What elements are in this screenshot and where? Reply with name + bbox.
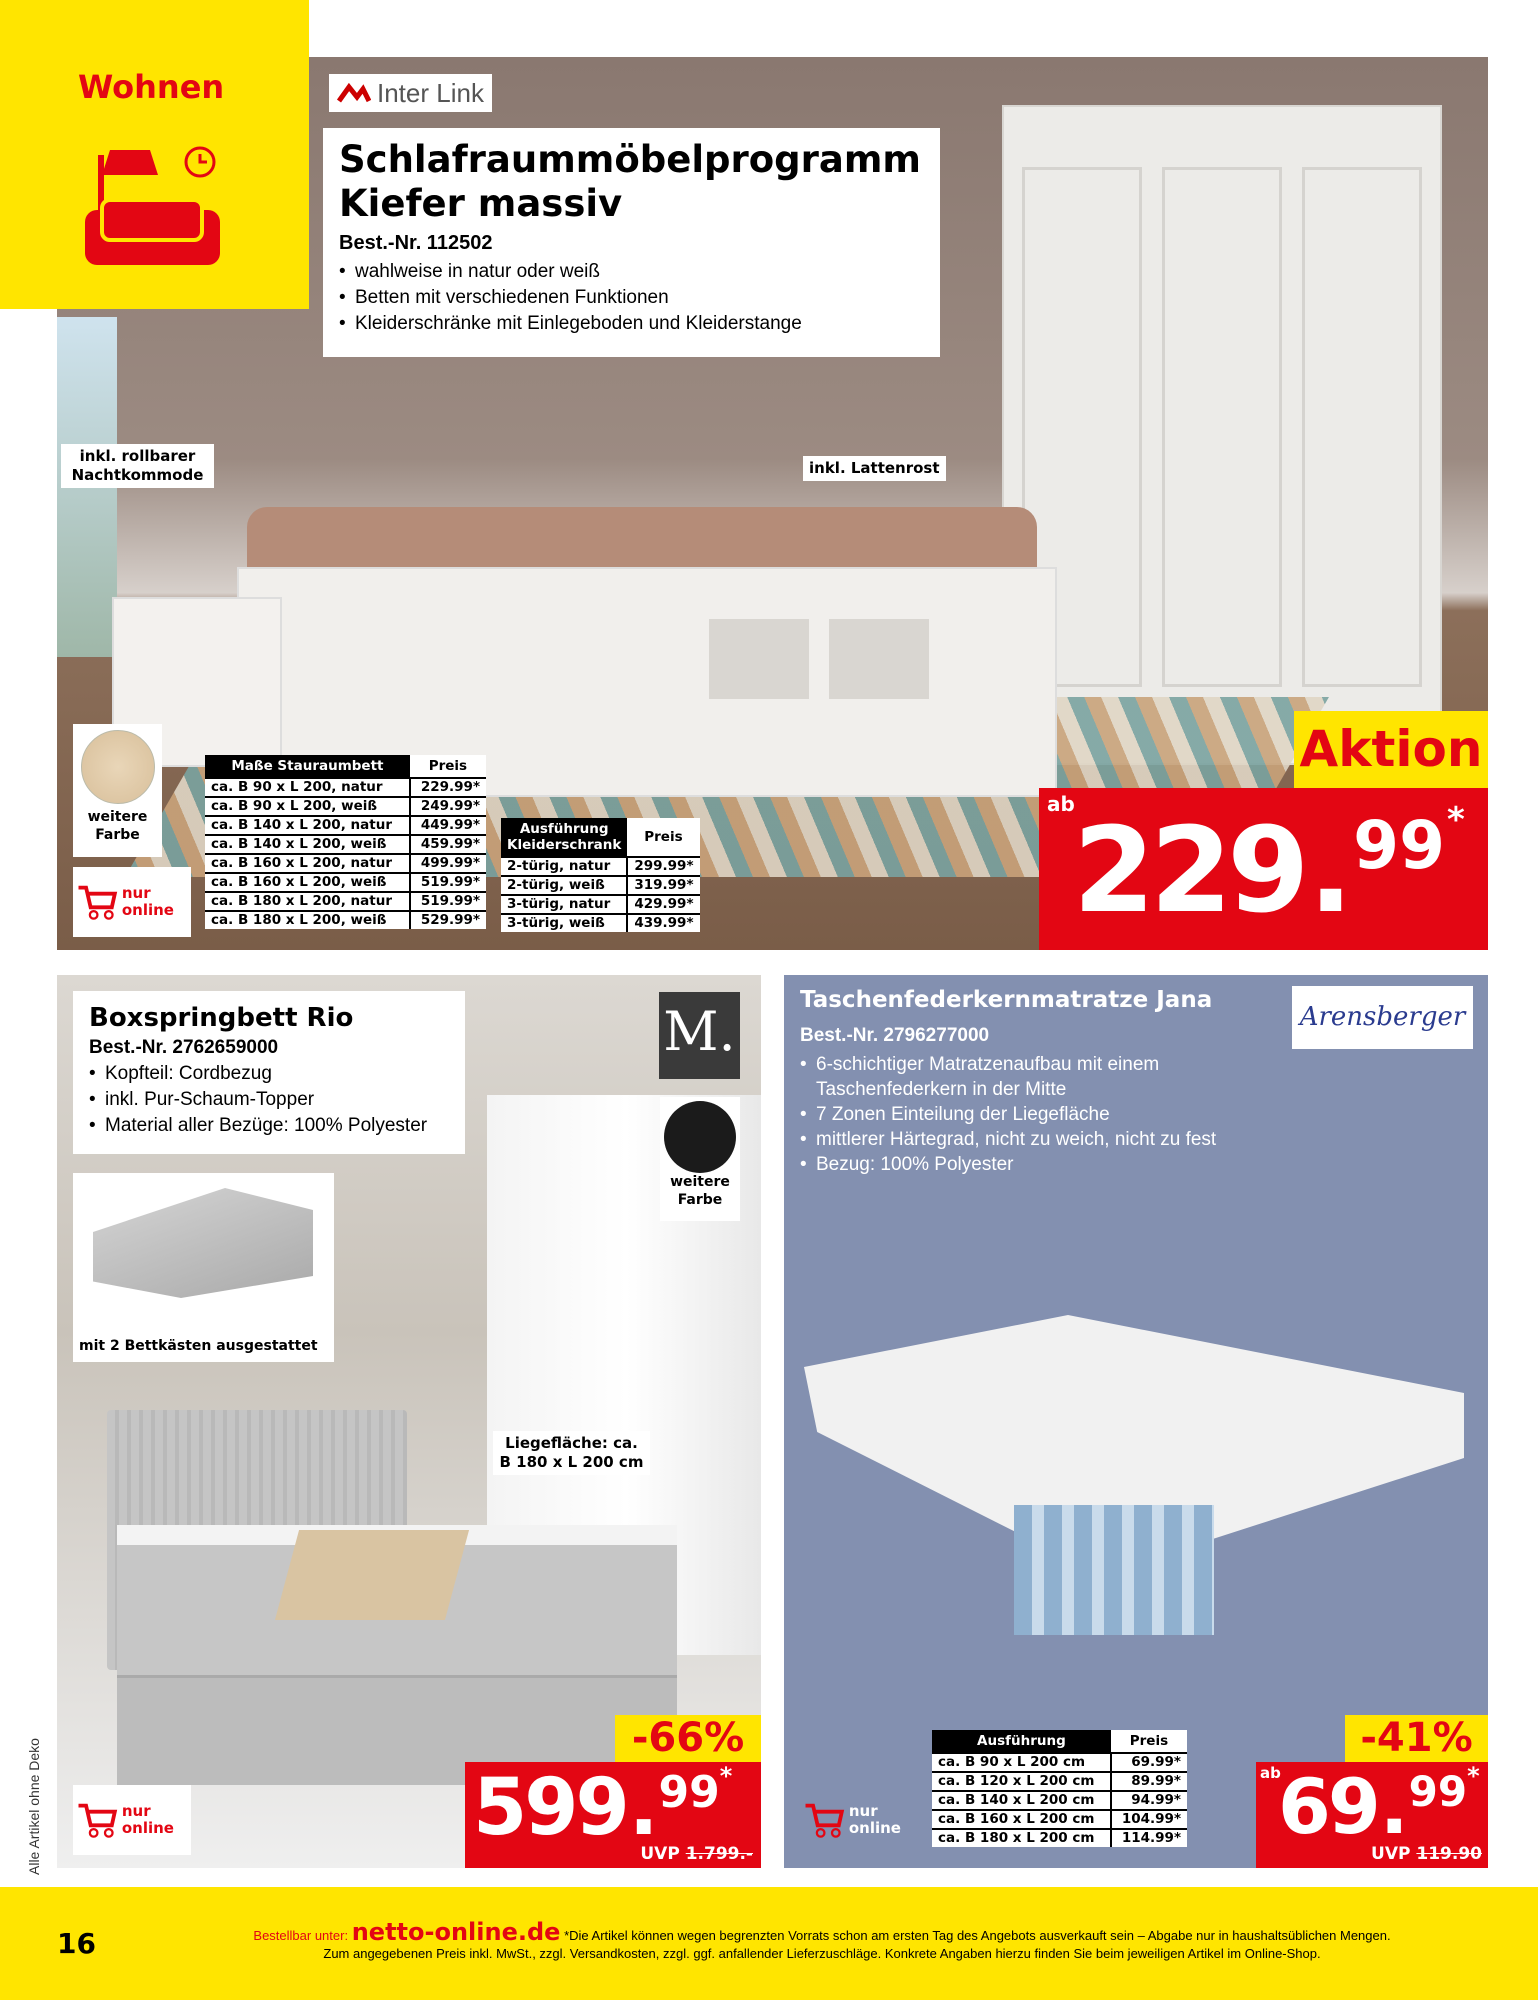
aktion-badge <box>1294 711 1488 788</box>
color-swatch-black[interactable] <box>660 1097 740 1221</box>
table-row <box>932 1772 1187 1791</box>
variant-cell: ca. B 140 x L 200, weiß <box>205 835 410 854</box>
table-header: Preis <box>410 755 486 778</box>
product2-info <box>73 991 465 1154</box>
price-cell: 529.99* <box>410 911 486 929</box>
table-row <box>932 1829 1187 1847</box>
table-row <box>932 1791 1187 1810</box>
discount-badge <box>1345 1715 1488 1762</box>
product1-title-line2: Kiefer massiv <box>339 182 623 225</box>
price-dot: . <box>1308 801 1354 939</box>
uvp-value: 119.90 <box>1416 1844 1482 1864</box>
bed-price-table <box>205 755 486 929</box>
discount-badge <box>615 1715 761 1762</box>
page-number: 16 <box>57 1927 96 1960</box>
storage-inset <box>73 1173 334 1362</box>
feature: • Kopfteil: Cordbezug <box>89 1061 449 1087</box>
more-color-label: weitere Farbe <box>87 809 148 843</box>
variant-cell: ca. B 90 x L 200, natur <box>205 778 410 797</box>
product2-title: Boxspringbett Rio <box>89 1003 354 1033</box>
variant-cell: ca. B 160 x L 200 cm <box>932 1810 1111 1829</box>
table-header: Ausführung Kleiderschrank <box>501 818 627 857</box>
variant-cell: 2-türig, natur <box>501 857 627 876</box>
price-cell: 319.99* <box>627 876 699 895</box>
price-main: 599 <box>473 1763 627 1853</box>
product2-order-no: Best.-Nr. 2762659000 <box>89 1037 279 1058</box>
product1-title-line1: Schlafraummöbelprogramm <box>339 138 921 181</box>
footer-text <box>222 1918 1422 1963</box>
variant-cell: 3-türig, natur <box>501 895 627 914</box>
table-row <box>205 911 486 929</box>
price-cell: 449.99* <box>410 816 486 835</box>
variant-cell: ca. B 90 x L 200 cm <box>932 1753 1111 1772</box>
discount-label: -41% <box>1360 1715 1473 1761</box>
product3-order-no: Best.-Nr. 2796277000 <box>800 1025 990 1046</box>
color-swatch-natur[interactable] <box>73 724 162 857</box>
online-only-label: nur online <box>121 1802 174 1837</box>
table-row <box>205 854 486 873</box>
price-cell: 429.99* <box>627 895 699 914</box>
price-cell: 459.99* <box>410 835 486 854</box>
netto-online-link[interactable]: netto-online.de <box>351 1918 561 1946</box>
price-main: 69 <box>1278 1762 1378 1851</box>
variant-cell: ca. B 180 x L 200 cm <box>932 1829 1111 1847</box>
brand-m-logo: M. <box>659 992 740 1079</box>
price-star: * <box>719 1762 733 1790</box>
section-header <box>0 0 309 309</box>
wardrobe-price-table <box>501 818 700 932</box>
price-star: * <box>1467 1762 1480 1790</box>
table-header: Maße Stauraumbett <box>205 755 410 778</box>
variant-cell: ca. B 160 x L 200, weiß <box>205 873 410 892</box>
brand-name: Inter Link <box>377 77 484 108</box>
product3-price <box>1256 1762 1488 1868</box>
product1-order-no: Best.-Nr. 112502 <box>339 232 493 254</box>
table-row <box>205 873 486 892</box>
online-only-label: nur online <box>848 1802 901 1837</box>
price-cell: 519.99* <box>410 892 486 911</box>
price-cents: 99 <box>1408 1767 1468 1816</box>
table-row <box>501 857 700 876</box>
wardrobe-image <box>1002 105 1442 765</box>
online-only-badge[interactable] <box>73 867 191 937</box>
feature: • Betten mit verschiedenen Funktionen <box>339 285 924 311</box>
online-only-badge[interactable] <box>73 1785 191 1855</box>
product2-price <box>465 1762 761 1868</box>
price-cell: 249.99* <box>410 797 486 816</box>
price-cell: 499.99* <box>410 854 486 873</box>
uvp-label: UVP <box>640 1844 680 1864</box>
inter-link-logo-mark <box>337 83 371 103</box>
mattress-price-table <box>932 1730 1187 1847</box>
feature: • mittlerer Härtegrad, nicht zu weich, nicht zu fest <box>800 1127 1240 1152</box>
table-row <box>501 895 700 914</box>
shopping-cart-icon <box>804 1795 845 1845</box>
variant-cell: 3-türig, weiß <box>501 914 627 932</box>
price-cell: 89.99* <box>1111 1772 1187 1791</box>
footer-disclaimer-2: Zum angegebenen Preis inkl. MwSt., zzgl. Versandkosten, zzgl. ggf. anfallender Lieferzuschläge. Konkrete Angaben hierzu finden Sie beim jeweiligen Artikel im Online-Shop. <box>323 1946 1321 1961</box>
uvp <box>1371 1844 1482 1864</box>
variant-cell: ca. B 140 x L 200, natur <box>205 816 410 835</box>
uvp <box>640 1844 753 1864</box>
shopping-cart-icon <box>77 877 118 927</box>
price-cents: 99 <box>1353 807 1446 884</box>
inset-caption: mit 2 Bettkästen ausgestattet <box>79 1338 318 1354</box>
variant-cell: ca. B 90 x L 200, weiß <box>205 797 410 816</box>
online-only-badge[interactable] <box>800 1785 918 1855</box>
variant-cell: ca. B 160 x L 200, natur <box>205 854 410 873</box>
table-row <box>205 816 486 835</box>
price-cell: 104.99* <box>1111 1810 1187 1829</box>
product1-info <box>323 128 940 357</box>
price-star: * <box>1447 800 1465 840</box>
price-cell: 299.99* <box>627 857 699 876</box>
feature: • Kleiderschränke mit Einlegeboden und Kleiderstange <box>339 311 924 337</box>
variant-cell: ca. B 140 x L 200 cm <box>932 1791 1111 1810</box>
footer-disclaimer-1: *Die Artikel können wegen begrenzten Vorrats schon am ersten Tag des Angebots ausverkauft sein – Abgabe nur in haushaltsüblichen Mengen. <box>564 1928 1391 1943</box>
variant-cell: ca. B 180 x L 200, natur <box>205 892 410 911</box>
shopping-cart-icon <box>77 1795 118 1845</box>
side-note: Alle Artikel ohne Deko <box>26 1738 42 1875</box>
label-slats: inkl. Lattenrost <box>803 456 946 481</box>
variant-cell: ca. B 120 x L 200 cm <box>932 1772 1111 1791</box>
variant-cell: 2-türig, weiß <box>501 876 627 895</box>
living-room-icon <box>80 140 230 280</box>
aktion-label: Aktion <box>1299 720 1483 778</box>
product3-title: Taschenfederkernmatratze Jana <box>800 987 1213 1013</box>
uvp-value: 1.799.- <box>685 1844 753 1864</box>
discount-label: -66% <box>631 1715 745 1761</box>
price-prefix: ab <box>1260 1764 1281 1782</box>
variant-cell: ca. B 180 x L 200, weiß <box>205 911 410 929</box>
footer <box>0 1887 1538 2000</box>
price-cell: 439.99* <box>627 914 699 932</box>
uvp-label: UVP <box>1371 1844 1411 1864</box>
table-row <box>932 1753 1187 1772</box>
label-nightstand: inkl. rollbarer Nachtkommode <box>61 444 214 488</box>
price-cell: 114.99* <box>1111 1829 1187 1847</box>
feature: • 7 Zonen Einteilung der Liegefläche <box>800 1102 1240 1127</box>
feature: • wahlweise in natur oder weiß <box>339 259 924 285</box>
table-row <box>205 778 486 797</box>
price-dot: . <box>1379 1762 1409 1851</box>
table-row <box>205 797 486 816</box>
more-color-label: weitere Farbe <box>670 1174 730 1208</box>
online-only-label: nur online <box>121 884 174 919</box>
table-row <box>501 876 700 895</box>
feature: • inkl. Pur-Schaum-Topper <box>89 1087 449 1113</box>
price-cents: 99 <box>658 1767 720 1818</box>
product1-features <box>339 259 924 337</box>
price-cell: 69.99* <box>1111 1753 1187 1772</box>
arensberger-logo: Arensberger <box>1292 986 1473 1049</box>
feature: • Bezug: 100% Polyester <box>800 1152 1240 1177</box>
price-cell: 94.99* <box>1111 1791 1187 1810</box>
mattress-image <box>804 1315 1464 1665</box>
price-dot: . <box>628 1763 659 1853</box>
price-cell: 229.99* <box>410 778 486 797</box>
price-main: 229 <box>1073 801 1305 939</box>
feature: • Material aller Bezüge: 100% Polyester <box>89 1113 449 1139</box>
inter-link-logo <box>329 74 492 112</box>
table-header: Ausführung <box>932 1730 1111 1753</box>
product2-features <box>89 1061 449 1139</box>
table-row <box>501 914 700 932</box>
price-cell: 519.99* <box>410 873 486 892</box>
section-title: Wohnen <box>78 68 225 106</box>
table-row <box>932 1810 1187 1829</box>
label-area: Liegefläche: ca. B 180 x L 200 cm <box>493 1431 650 1475</box>
product3-features <box>800 1052 1240 1177</box>
table-row <box>205 892 486 911</box>
table-header: Preis <box>1111 1730 1187 1753</box>
table-row <box>205 835 486 854</box>
product1-price <box>1039 788 1488 950</box>
feature: • 6-schichtiger Matratzenaufbau mit einem Taschenfederkern in der Mitte <box>800 1052 1240 1102</box>
table-header: Preis <box>627 818 699 857</box>
order-label: Bestellbar unter: <box>253 1928 349 1943</box>
price-prefix: ab <box>1047 792 1075 816</box>
